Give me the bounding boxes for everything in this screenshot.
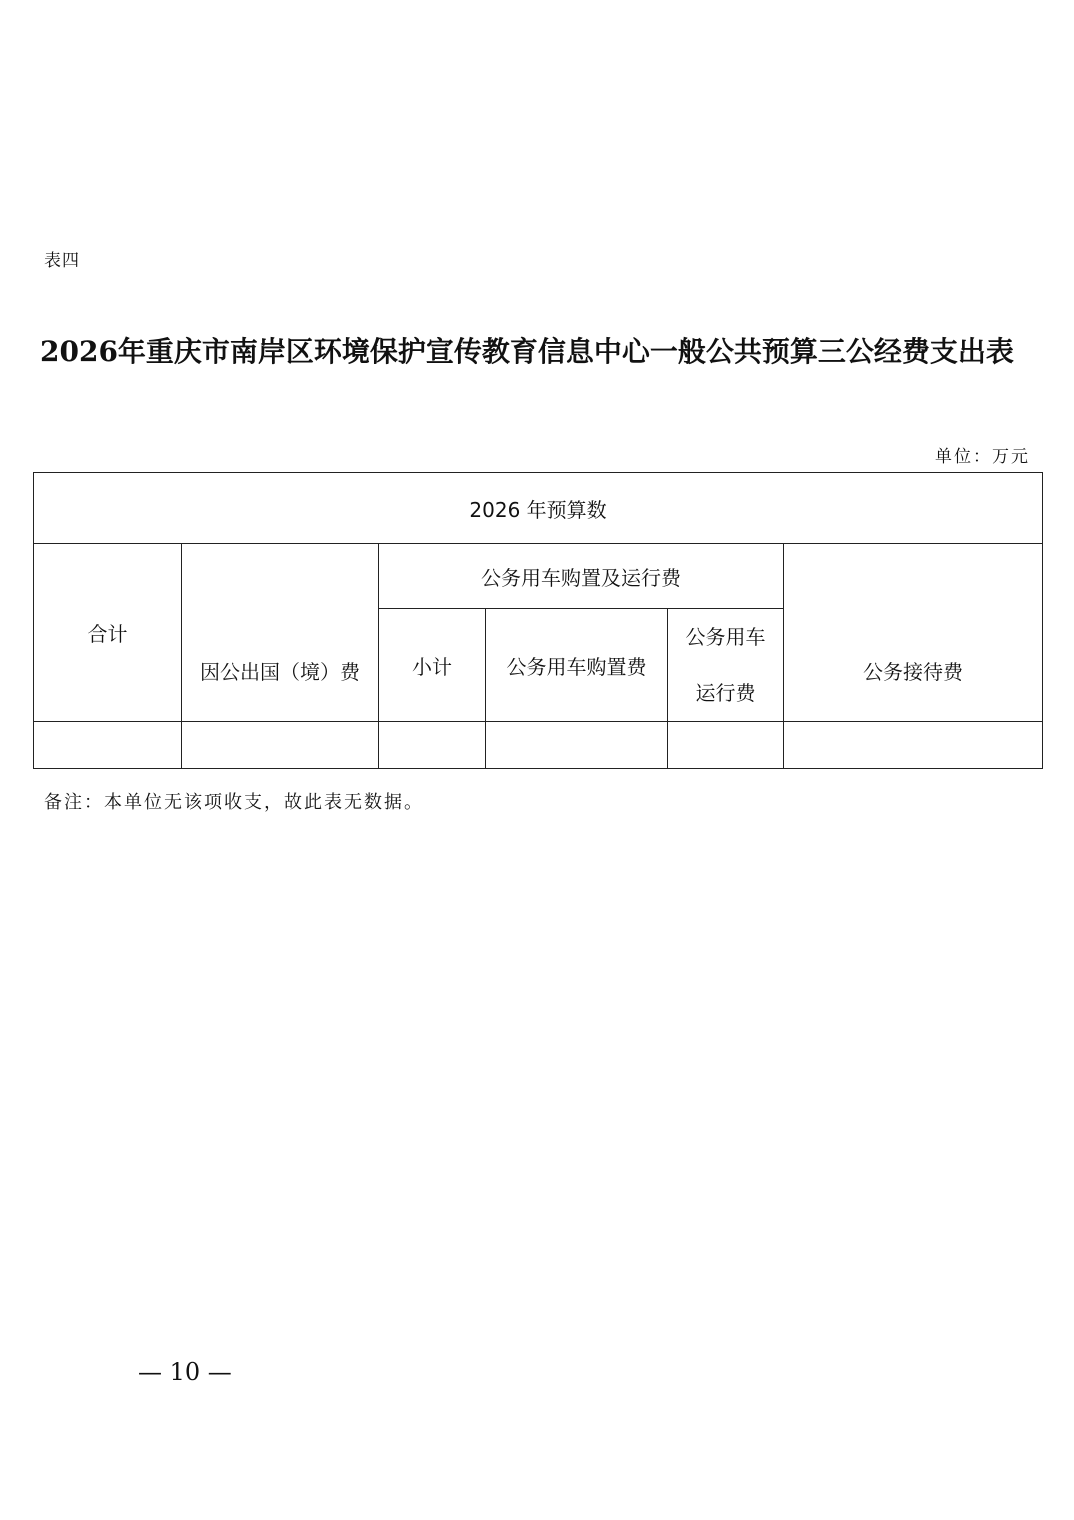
- header-budget-year: 2026 年预算数: [34, 473, 1043, 544]
- cell-vehicle-purchase: [486, 722, 668, 769]
- table-note: 备注：本单位无该项收支，故此表无数据。: [44, 792, 424, 813]
- unit-label: 单位：万元: [935, 447, 1030, 467]
- header-vehicle-group: 公务用车购置及运行费: [379, 544, 784, 609]
- page-title: 2026年重庆市南岸区环境保护宣传教育信息中心一般公共预算三公经费支出表: [40, 335, 1014, 368]
- cell-overseas: [182, 722, 379, 769]
- table-label: 表四: [44, 251, 80, 271]
- cell-reception: [784, 722, 1043, 769]
- header-reception: 公务接待费: [784, 544, 1043, 722]
- header-overseas: 因公出国（境）费: [182, 544, 379, 722]
- table-header-row-main: [34, 544, 1043, 609]
- page-number: — 10 —: [138, 1358, 232, 1386]
- table-row: [34, 722, 1043, 769]
- budget-table: [33, 472, 1043, 769]
- cell-subtotal: [379, 722, 486, 769]
- table-header-row-group: [34, 473, 1043, 544]
- cell-total: [34, 722, 182, 769]
- cell-vehicle-operation: [668, 722, 784, 769]
- header-total: 合计: [34, 544, 182, 722]
- header-vehicle-purchase: 公务用车购置费: [486, 609, 668, 722]
- header-vehicle-operation-line1: 公务用车: [685, 625, 766, 649]
- header-vehicle-operation: [668, 609, 784, 722]
- header-subtotal: 小计: [379, 609, 486, 722]
- header-vehicle-operation-line2: 运行费: [695, 681, 756, 705]
